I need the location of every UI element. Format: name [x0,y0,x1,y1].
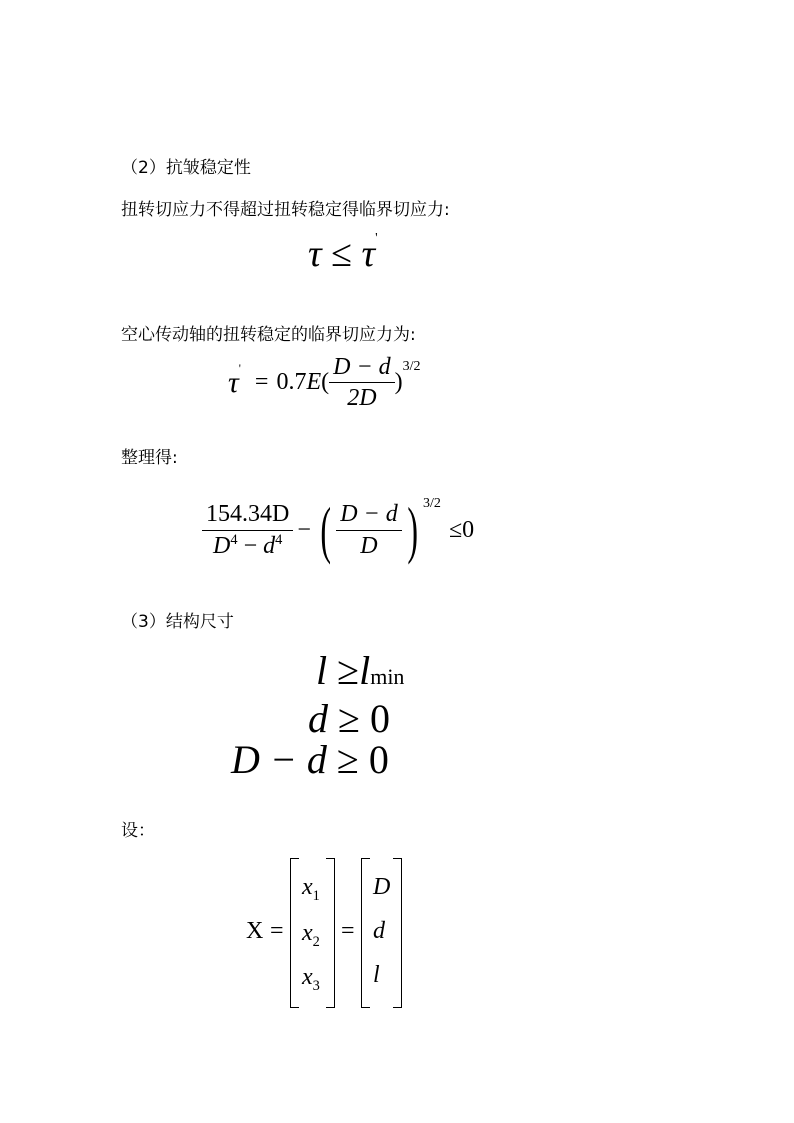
exponent: 3/2 [423,496,441,511]
fraction-denominator [209,531,286,559]
den-minus: − [237,532,264,559]
equation-critical-stress [228,354,421,412]
constraint-wall-thickness [231,737,389,782]
minus-operator: − [297,516,311,543]
x-var: x [302,964,313,990]
geq-operator: ≥ [336,737,359,782]
fraction-denominator: D [360,532,378,559]
rhs-zero: 0 [462,516,475,543]
l-min-symbol: l [359,648,371,693]
prime-mark: ' [375,231,378,247]
matrix-value-D: D [373,874,391,900]
coefficient: 0.7 [276,369,307,396]
rhs-zero: 0 [369,696,390,741]
equation-simplified-constraint [202,494,475,565]
x-sub: 1 [312,887,320,904]
leq-operator: ≤ [448,516,463,543]
x-sub: 3 [312,977,320,994]
den-D: D [213,532,231,559]
matrix-x2 [302,920,320,951]
numerator-text: 154.34D [206,501,290,528]
geq-operator: ≥ [338,696,360,741]
left-bracket-1 [290,858,299,1008]
fraction-numerator: D − d [336,501,402,530]
modulus-E: E [306,369,322,396]
equals-sign: = [254,369,269,396]
equation-torsion-inequality [308,232,378,276]
matrix-equals-2: = [341,918,355,944]
den-d-exp: 4 [275,531,283,548]
right-paren: ) [394,369,403,396]
paragraph-critical-stress: 空心传动轴的扭转稳定的临界切应力为: [121,325,416,345]
tau-symbol: τ [228,365,239,399]
exponent: 3/2 [402,358,421,374]
prime-mark: ' [238,361,241,376]
paragraph-simplified: 整理得: [121,448,178,468]
matrix-x1 [302,874,320,905]
right-bracket-1 [326,858,335,1008]
fraction-denominator: 2D [347,385,377,412]
constraint-d-nonneg [308,696,390,741]
l-symbol: l [316,648,328,693]
geq-operator: ≥ [327,648,360,693]
left-paren: ( [321,369,330,396]
matrix-lhs-X: X [246,918,264,944]
rhs-zero: 0 [368,737,389,782]
paragraph-torsion-limit: 扭转切应力不得超过扭转稳定得临界切应力: [121,200,450,220]
matrix-equals-1: = [270,918,284,944]
constraint-length-min [316,648,405,693]
matrix-value-d: d [373,918,385,944]
matrix-value-l: l [373,962,380,988]
x-var: x [302,920,313,946]
tau-symbol: τ [308,233,322,275]
matrix-x3 [302,964,320,995]
fraction-ratio-term [336,501,402,559]
min-subscript: min [370,664,405,689]
x-sub: 2 [312,933,320,950]
den-d: d [263,532,276,559]
tau-prime-symbol: τ [361,233,376,275]
leq-operator: ≤ [331,233,352,275]
fraction-numerator: D − d [329,354,395,383]
left-bracket-2 [361,858,370,1008]
fraction-D-minus-d-over-2D [329,354,395,412]
fraction-stress-term [202,501,293,559]
section-heading-3: （3）结构尺寸 [121,612,234,632]
fraction-numerator [202,501,293,530]
big-left-paren: ( [320,494,331,565]
x-var: x [302,874,313,900]
den-D-exp: 4 [230,531,238,548]
big-right-paren: ) [407,494,418,565]
paragraph-let: 设： [121,821,155,841]
D-minus-d: D − d [231,737,327,782]
section-heading-2: （2）抗皱稳定性 [121,158,251,178]
d-symbol: d [308,696,328,741]
right-bracket-2 [393,858,402,1008]
